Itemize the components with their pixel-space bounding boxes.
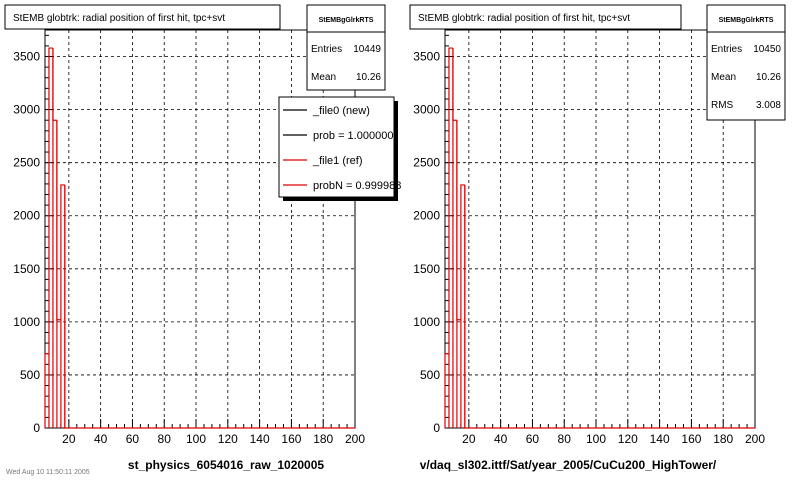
x-tick-label: 40 [493, 432, 508, 446]
chart-title: StEMB globtrk: radial position of first hit, tpc+svt [418, 13, 631, 24]
x-tick-label: 140 [249, 432, 270, 446]
histogram-bin [65, 185, 355, 428]
y-tick-label: 3500 [413, 49, 440, 64]
histogram-bin [465, 185, 755, 428]
y-tick-label: 3000 [413, 102, 440, 117]
x-tick-label: 60 [525, 432, 540, 446]
x-tick-label: 100 [586, 432, 607, 446]
x-tick-label: 200 [744, 432, 766, 446]
x-tick-label: 120 [617, 432, 638, 446]
x-tick-label: 200 [344, 432, 366, 446]
y-tick-label: 3500 [13, 49, 40, 64]
legend-label: prob = 1.000000 [313, 130, 394, 142]
y-tick-label: 2000 [413, 208, 440, 223]
x-tick-label: 100 [186, 432, 207, 446]
x-tick-label: 80 [557, 432, 571, 446]
x-tick-label: 120 [217, 432, 238, 446]
x-tick-label: 60 [125, 432, 140, 446]
stats-value: 10.26 [755, 72, 781, 83]
x-tick-label: 180 [313, 432, 334, 446]
x-tick-label: 160 [681, 432, 702, 446]
y-tick-label: 2000 [13, 208, 40, 223]
chart-panel-2 [410, 5, 785, 472]
x-axis-label: st_physics_6054016_raw_1020005 [127, 458, 325, 472]
stats-value: 3.008 [755, 100, 781, 111]
y-tick-label: 1500 [13, 261, 40, 276]
chart-title: StEMB globtrk: radial position of first hit, tpc+svt [13, 13, 226, 24]
stats-value: 10449 [353, 44, 381, 55]
y-tick-label: 3000 [13, 102, 40, 117]
axis-ticks [45, 35, 355, 428]
y-tick-label: 500 [19, 367, 40, 382]
x-axis-label: v/daq_sl302.ittf/Sat/year_2005/CuCu200_HighTower/ [419, 458, 717, 472]
stats-name: StEMBgGlrkRTS [318, 17, 374, 24]
stats-label: Mean [311, 72, 337, 83]
stats-label: Mean [711, 72, 737, 83]
legend-label: _file1 (ref) [313, 155, 363, 167]
y-tick-label: 1000 [413, 314, 440, 329]
legend-label: probN = 0.999988 [313, 180, 402, 192]
y-tick-label: 500 [419, 367, 440, 382]
y-tick-label: 0 [433, 421, 440, 435]
y-tick-label: 0 [33, 421, 40, 435]
x-tick-label: 40 [93, 432, 108, 446]
y-tick-label: 2500 [413, 155, 440, 170]
x-tick-label: 180 [713, 432, 734, 446]
stats-label: Entries [711, 44, 743, 55]
x-tick-label: 140 [649, 432, 670, 446]
x-tick-label: 80 [157, 432, 171, 446]
stats-value: 10450 [753, 44, 781, 55]
stats-name: StEMBgGlrkRTS [718, 17, 774, 24]
footer-timestamp: Wed Aug 10 11:50:11 2005 [6, 469, 90, 476]
x-tick-label: 20 [462, 432, 476, 446]
x-tick-label: 20 [62, 432, 76, 446]
y-tick-label: 2500 [13, 155, 40, 170]
stats-label: RMS [711, 100, 734, 111]
legend-label: _file0 (new) [313, 105, 370, 117]
y-tick-label: 1000 [13, 314, 40, 329]
stats-label: Entries [311, 44, 343, 55]
chart-panel-1 [5, 5, 401, 476]
x-tick-label: 160 [281, 432, 302, 446]
legend [279, 97, 401, 201]
y-tick-label: 1500 [413, 261, 440, 276]
stats-value: 10.26 [355, 72, 381, 83]
